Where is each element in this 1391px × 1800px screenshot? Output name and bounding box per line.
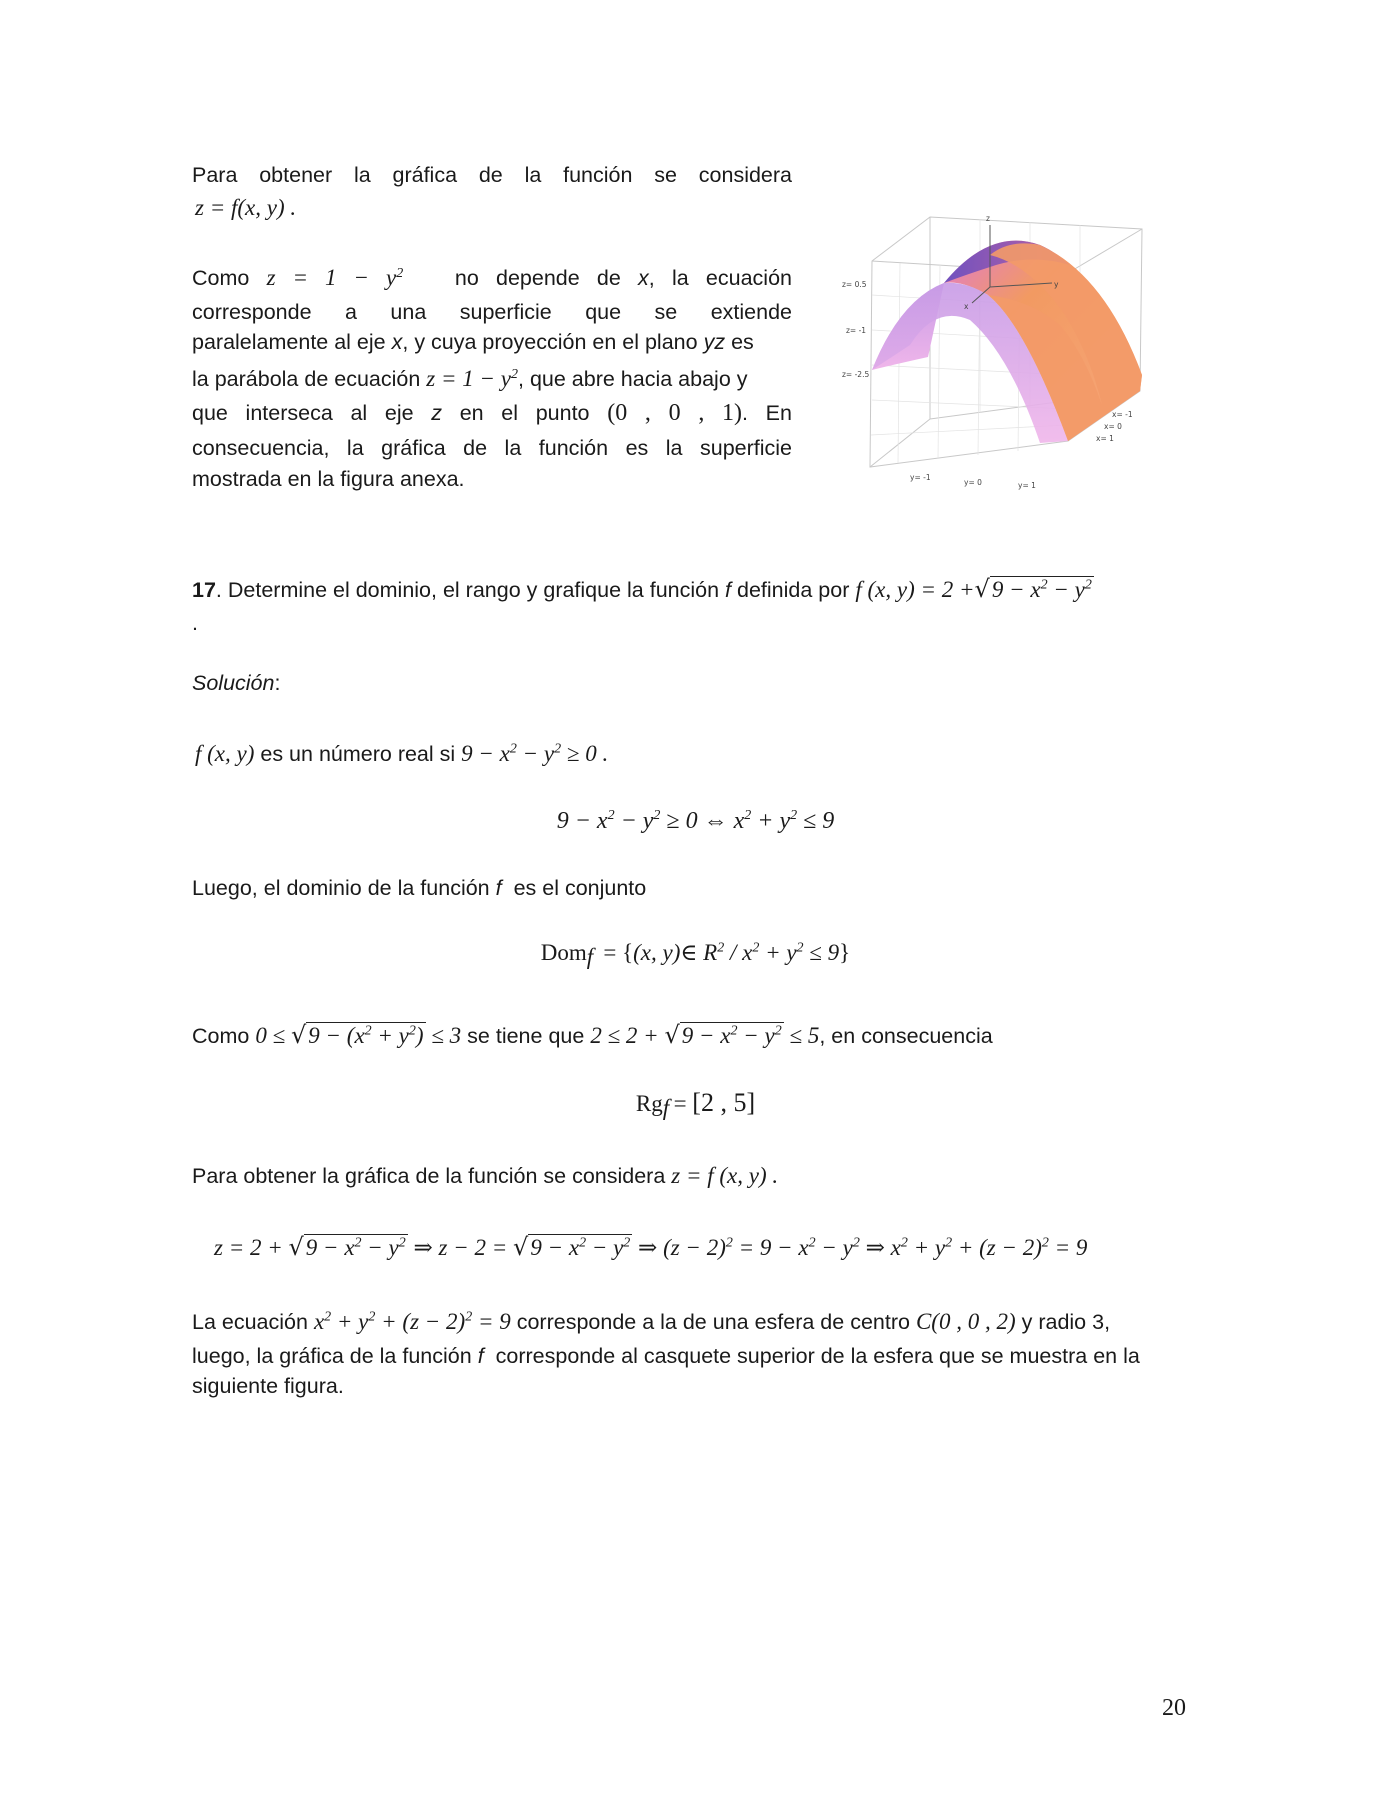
equivalence-equation: $9 - x^2 - y^2 \ge 0$ ⇔ $x^2 + y^2 \le 9$	[556, 808, 835, 834]
problem-17-period: .	[192, 611, 198, 635]
y-tick-1: y= 0	[964, 478, 982, 487]
conclusion-line-3: siguiente figura.	[192, 1374, 344, 1398]
x-tick-0: x= -1	[1112, 410, 1133, 419]
como-line-7: mostrada en la figura anexa.	[192, 467, 465, 491]
como-line-5: que interseca al eje z en el punto (0 , 0 , 1). En	[192, 400, 792, 426]
graph-sentence: Para obtener la gráfica de la función se considera z = f (x, y) .	[192, 1163, 779, 1188]
axis-y-label: y	[1054, 280, 1059, 289]
como-line-2: corresponde a una superficie que se extiende	[192, 300, 792, 324]
intro-equation: z = f(x, y) .	[195, 195, 297, 220]
z-tick-2: z= -2.5	[842, 370, 870, 379]
page-number: 20	[1162, 1695, 1186, 1721]
z-tick-0: z= 0.5	[842, 280, 867, 289]
y-tick-0: y= -1	[910, 473, 931, 482]
sphere-derivation: $z = 2 + √9 - x^2 - y^2$ ⇒ $z - 2 = √9 - x^2 - y^2$ ⇒ $(z - 2)^2 = 9 - x^2 - y^2$ ⇒ $x^2 + y^2 + (z - 2)^2 = 9$	[214, 1233, 1088, 1261]
conclusion-line-2: luego, la gráfica de la función f corresponde al casquete superior de la esfera que se muestra en la	[192, 1344, 1140, 1368]
axis-x-label: x	[964, 302, 969, 311]
y-tick-2: y= 1	[1018, 481, 1036, 490]
como-line-4: la parábola de ecuación $z = 1 - y^2$, que abre hacia abajo y	[192, 366, 748, 391]
range-reasoning: Como $0 \le √9 - (x^2 + y^2) \le 3$ se tiene que $2 \le 2 + √9 - x^2 - y^2 \le 5$, en consecuencia	[192, 1021, 993, 1049]
domain-set: Dom$_f$ = {(x, y)∈ $R^2 / x^2 + y^2 \le 9$}	[540, 940, 851, 970]
x-tick-2: x= 1	[1096, 434, 1114, 443]
como-line-6: consecuencia, la gráfica de la función es la superficie	[192, 436, 792, 460]
conclusion-line-1: La ecuación $x^2 + y^2 + (z - 2)^2 = 9$ corresponde a la de una esfera de centro C(0 , 0 , 2) y radio 3,	[192, 1309, 1111, 1334]
real-condition: f (x, y) es un número real si $9 - x^2 - y^2 \ge 0$ .	[195, 741, 609, 766]
domain-sentence: Luego, el dominio de la función f es el conjunto	[192, 876, 647, 900]
parabolic-cylinder-figure	[840, 205, 1155, 490]
como-line-1: Como $z = 1 - y^2$ no depende de x, la ecuación	[192, 265, 792, 290]
x-tick-1: x= 0	[1104, 422, 1122, 431]
solucion-heading: Solución:	[192, 671, 281, 695]
z-tick-1: z= -1	[846, 326, 867, 335]
problem-17-statement: 17. Determine el dominio, el rango y grafique la función f definida por f (x, $y) = 2 +√9 - x^2 - y^2$	[192, 575, 1092, 603]
intro-line-1: Para obtener la gráfica de la función se considera	[192, 163, 792, 187]
axis-z-label: z	[986, 214, 990, 223]
como-line-3: paralelamente al eje x, y cuya proyección en el plano yz es	[192, 330, 754, 354]
range-result: $Rg_f = [2$ , 5]	[635, 1088, 756, 1121]
